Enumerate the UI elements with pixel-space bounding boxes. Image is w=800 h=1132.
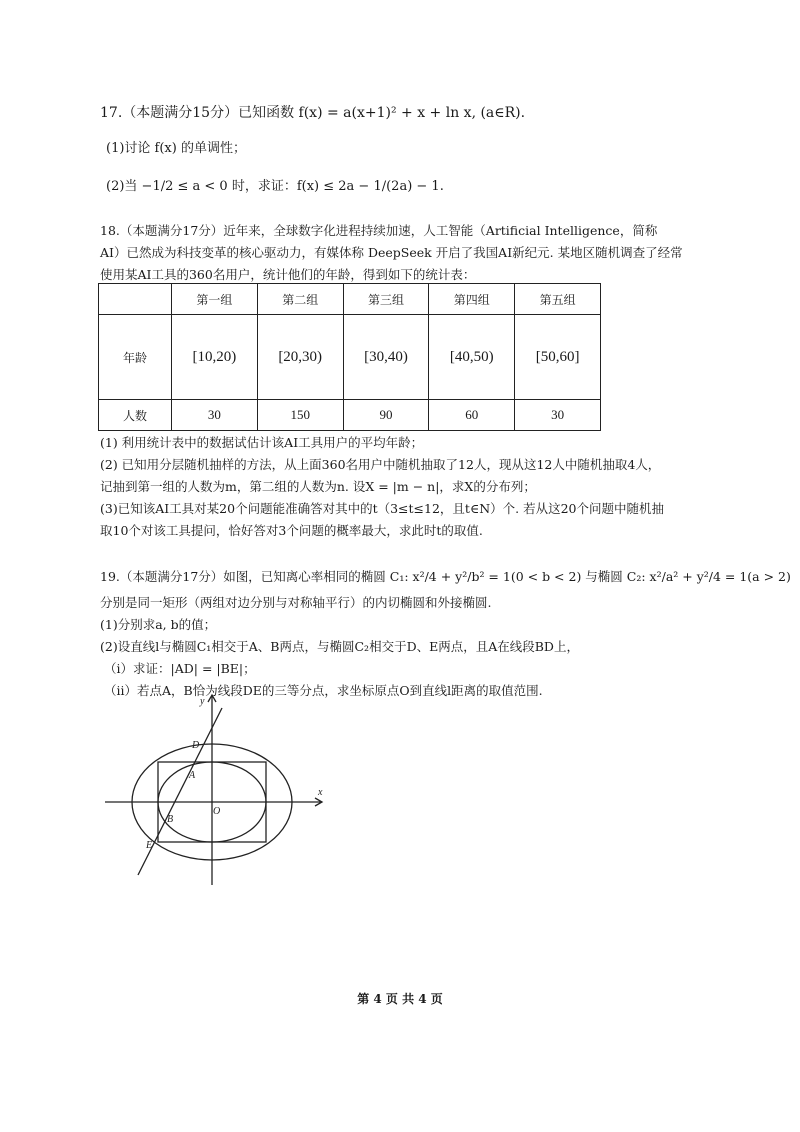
label-B: B xyxy=(167,814,174,825)
label-y: y xyxy=(200,696,205,707)
ellipse-figure xyxy=(100,690,330,890)
q17-title: 17.（本题满分15分）已知函数 f(x) = a(x+1)² + x + ln x, (a∈R). xyxy=(100,105,526,121)
table-age-cell: [20,30) xyxy=(257,315,343,400)
label-O: O xyxy=(213,806,221,817)
table-age-cell: [40,50) xyxy=(429,315,515,400)
table-count-cell: 150 xyxy=(257,400,343,431)
q19-intro-1: 19.（本题满分17分）如图，已知离心率相同的椭圆 C₁: x²/4 + y²/b² = 1(0 < b < 2) 与椭圆 C₂: x²/a² + y²/4 = 1(a > 2) xyxy=(100,569,791,584)
label-D: D xyxy=(192,740,200,751)
q19-part2-ii: （ii）若点A，B恰为线段DE的三等分点，求坐标原点O到直线l距离的取值范围. xyxy=(104,683,543,698)
q19-part2: (2)设直线l与椭圆C₁相交于A、B两点，与椭圆C₂相交于D、E两点，且A在线段BD上， xyxy=(100,639,579,654)
table-age-cell: [30,40) xyxy=(343,315,429,400)
label-A: A xyxy=(189,770,196,781)
table-header-group3: 第三组 xyxy=(343,284,429,315)
table-header-group5: 第五组 xyxy=(515,284,601,315)
age-stats-table xyxy=(98,283,601,431)
table-header-row xyxy=(99,284,601,315)
table-age-label: 年龄 xyxy=(99,315,172,400)
table-count-cell: 60 xyxy=(429,400,515,431)
q17-part1: (1)讨论 f(x) 的单调性； xyxy=(106,141,246,156)
table-age-cell: [10,20) xyxy=(172,315,258,400)
page-footer: 第 4 页 共 4 页 xyxy=(357,992,443,1006)
table-corner-cell xyxy=(99,284,172,315)
label-x: x xyxy=(318,787,323,798)
table-row-age xyxy=(99,315,601,400)
q18-part2-line1: (2) 已知用分层随机抽样的方法，从上面360名用户中随机抽取了12人，现从这12人中随机抽取4人， xyxy=(100,457,661,472)
table-header-group2: 第二组 xyxy=(257,284,343,315)
q18-intro-1: 18.（本题满分17分）近年来，全球数字化进程持续加速，人工智能（Artificial Intelligence，简称 xyxy=(100,223,658,238)
q18-intro-3: 使用某AI工具的360名用户，统计他们的年龄，得到如下的统计表： xyxy=(100,267,476,282)
table-count-label: 人数 xyxy=(99,400,172,431)
table-age-cell: [50,60] xyxy=(515,315,601,400)
table-header-group1: 第一组 xyxy=(172,284,258,315)
table-count-cell: 30 xyxy=(515,400,601,431)
q18-intro-2: AI）已然成为科技变革的核心驱动力，有媒体称 DeepSeek 开启了我国AI新纪元. 某地区随机调查了经常 xyxy=(100,245,683,260)
table-count-cell: 90 xyxy=(343,400,429,431)
q18-part2-line2: 记抽到第一组的人数为m，第二组的人数为n. 设X = |m − n|，求X的分布列； xyxy=(100,479,536,494)
q17-part2: (2)当 −1/2 ≤ a < 0 时，求证：f(x) ≤ 2a − 1/(2a) − 1. xyxy=(106,179,444,194)
label-E: E xyxy=(146,840,153,851)
q19-part2-i: （i）求证：|AD| = |BE|； xyxy=(104,661,256,676)
table-row-count xyxy=(99,400,601,431)
q19-intro-2: 分别是同一矩形（两组对边分别与对称轴平行）的内切椭圆和外接椭圆. xyxy=(100,595,492,610)
q18-part3-line2: 取10个对该工具提问，恰好答对3个问题的概率最大，求此时t的取值. xyxy=(100,523,483,538)
q18-part1: (1) 利用统计表中的数据试估计该AI工具用户的平均年龄； xyxy=(100,435,424,450)
q18-part3-line1: (3)已知该AI工具对某20个问题能准确答对其中的t（3≤t≤12，且t∈N）个. 若从这20个问题中随机抽 xyxy=(100,501,664,516)
q19-part1: (1)分别求a, b的值； xyxy=(100,617,217,632)
table-header-group4: 第四组 xyxy=(429,284,515,315)
table-count-cell: 30 xyxy=(172,400,258,431)
